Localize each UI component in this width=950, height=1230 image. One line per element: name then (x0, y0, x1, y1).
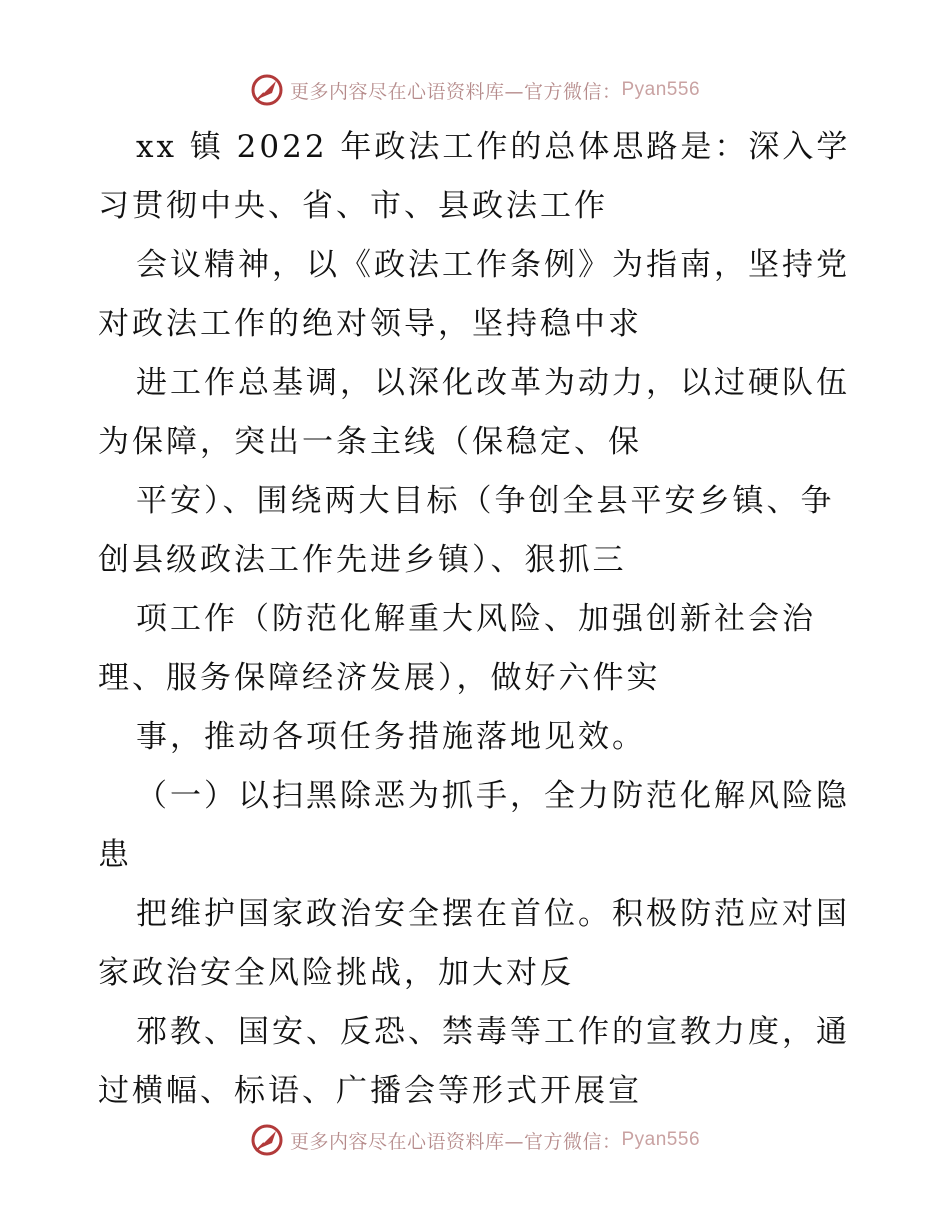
text-line: 家政治安全风险挑战，加大对反 (98, 955, 574, 991)
document-body (98, 118, 858, 1121)
text-line: xx 镇 2022 年政法工作的总体思路是：深入学 (136, 129, 851, 165)
watermark-wechat-id: Pyan556 (621, 1129, 701, 1150)
text-line: 事，推动各项任务措施落地见效。 (136, 719, 646, 755)
text-line: 平安）、围绕两大目标（争创全县平安乡镇、争 (136, 483, 835, 519)
text-line: 项工作（防范化解重大风险、加强创新社会治 (136, 601, 816, 637)
text-line: 对政法工作的绝对领导，坚持稳中求 (98, 306, 642, 342)
footer-watermark (0, 1120, 950, 1160)
header-watermark (0, 70, 950, 110)
quill-logo-icon (250, 73, 284, 107)
text-line: 习贯彻中央、省、市、县政法工作 (98, 188, 608, 224)
watermark-text: 更多内容尽在心语资料库—官方微信： (289, 1130, 622, 1153)
text-line: 邪教、国安、反恐、禁毒等工作的宣教力度，通 (136, 1014, 850, 1050)
watermark-wechat-id: Pyan556 (621, 79, 701, 100)
text-line: 过横幅、标语、广播会等形式开展宣 (98, 1073, 642, 1109)
quill-logo-icon (250, 1123, 284, 1157)
text-line: 会议精神，以《政法工作条例》为指南，坚持党 (136, 247, 850, 283)
text-line: 创县级政法工作先进乡镇）、狠抓三 (98, 542, 627, 578)
watermark-text: 更多内容尽在心语资料库—官方微信： (289, 80, 622, 103)
text-line: 进工作总基调，以深化改革为动力，以过硬队伍 (136, 365, 850, 401)
text-line: 理、服务保障经济发展），做好六件实 (98, 660, 661, 696)
section-heading: （一）以扫黑除恶为抓手，全力防范化解风险隐 (136, 778, 850, 814)
text-line: 为保障，突出一条主线（保稳定、保 (98, 424, 642, 460)
text-line: 把维护国家政治安全摆在首位。积极防范应对国 (136, 896, 850, 932)
section-heading: 患 (98, 837, 132, 873)
